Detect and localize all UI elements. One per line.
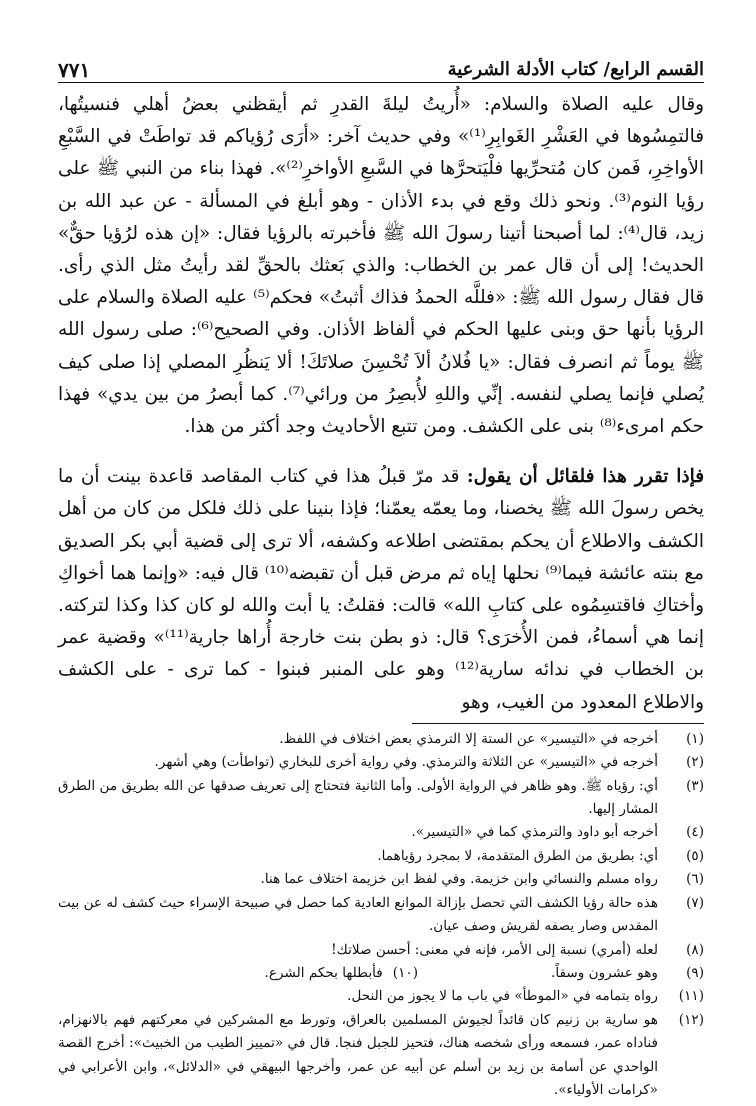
footnote-text: هذه حالة رؤيا الكشف التي تحصل بإزالة الموانع العادية كما حصل في صبيحة الإسراء حيث كشف له عن بيت المقدس وصار يصفه لقريش وصف عيان. bbox=[58, 894, 658, 935]
footnote-text: هو سارية بن زنيم كان قائداً لجيوش المسلمين بالعراق، وتورط مع المشركين في معركتهم فهم بالانهزام، فناداه عمر، فسمعه ورأى شخصه هناك، فتحيز للجبل فنجا. قال في «تمييز الطيب من الخبيث»: أخرج القصة الواحدي عن أسامة بن زيد بن أسلم عن أبيه عن عمر، وأخرجها البيهقي في «الدلائل»، وابن الأعرابي في «كرامات الأولياء». bbox=[58, 1011, 658, 1098]
footnote-number: (٢) bbox=[686, 754, 704, 771]
footnote bbox=[58, 892, 704, 939]
footnote-text: أخرجه أبو داود والترمذي كما في «التيسير». bbox=[411, 824, 658, 841]
page-header bbox=[58, 56, 704, 83]
footnote bbox=[58, 728, 704, 751]
paragraph-text: وقال عليه الصلاة والسلام: «أُريتُ ليلةَ القدرِ ثم أيقظني بعضُ أهلي فنسيتُها، فالتمِسُوها في العَشْرِ الغَوابِرِ⁽¹⁾» وفي حديث آخر: «أرَى رُؤياكم قد تواطَتْ في السَّبْعِ الأواخِرِ، فَمن كان مُتحرِّيها فلْيَتحرَّها في السَّبعِ الأواخرِ⁽²⁾». فهذا بناء من النبي ﷺ على رؤيا النوم⁽³⁾. ونحو ذلك وقع في بدء الأذان - وهو أبلغ في المسألة - عن عبد الله بن زيد، قال⁽⁴⁾: لما أصبحنا أتينا رسولَ الله ﷺ فأخبرته بالرؤيا فقال: «إن هذه لرُؤيا حقٌّ» الحديث! إلى أن قال عمر بن الخطاب: والذي بَعثك بالحقِّ لقد رأيتُ مثل الذي رأى. قال فقال رسول الله ﷺ: «فللَّه الحمدُ فذاك أثبتُ» فحكم⁽⁵⁾ عليه الصلاة والسلام على الرؤيا بأنها حق وبنى عليها الحكم في ألفاظ الأذان. وفي الصحيح⁽⁶⁾: صلى رسول الله ﷺ يوماً ثم انصرف فقال: «يا فُلانُ ألاَ تُحْسِنَ صلاتَكَ! ألا يَنظُرِ المصلي إذا صلى كيف يُصلي فإنما يصلي لنفسه. إنِّي واللهِ لأُبصِرُ من ورائي⁽⁷⁾. كما أبصرُ من بين يدي» فهذا حكم امرىء⁽⁸⁾ بنى على الكشف. ومن تتبع الأحاديث وجد أكثر من هذا. bbox=[58, 94, 704, 438]
footnote bbox=[58, 1009, 704, 1103]
document-page bbox=[58, 56, 704, 1096]
footnote-number: (١٠) bbox=[392, 964, 418, 981]
footnote-number: (٤) bbox=[686, 824, 704, 841]
footnote-text: رواه بتمامه في «الموطأ» في باب ما لا يجوز من النحل. bbox=[347, 988, 658, 1005]
footnote bbox=[58, 751, 704, 774]
footnote-text: أخرجه في «التيسير» عن الثلاثة والترمذي. وفي رواية أخرى للبخاري (تواطأت) وهي أشهر. bbox=[154, 754, 658, 771]
footnote-number: (١٢) bbox=[678, 1011, 704, 1028]
footnote bbox=[58, 821, 704, 844]
paragraph bbox=[58, 461, 704, 719]
footnote-number: (٥) bbox=[686, 847, 704, 864]
footnote-number: (١١) bbox=[678, 988, 704, 1005]
footnote-number: (٩) bbox=[686, 964, 704, 981]
footnote-number: (٣) bbox=[686, 777, 704, 794]
footnote bbox=[58, 775, 704, 822]
running-title: القسم الرابع/ كتاب الأدلة الشرعية bbox=[447, 59, 704, 80]
footnote-number: (٧) bbox=[686, 894, 704, 911]
footnote-text: أخرجه في «التيسير» عن الستة إلا الترمذي بعض اختلاف في اللفظ. bbox=[279, 730, 658, 747]
footnote-text: رواه مسلم والنسائي وابن خزيمة. وفي لفظ ابن خزيمة اختلاف عما هنا. bbox=[260, 871, 658, 888]
footnote-separator bbox=[412, 723, 704, 724]
footnote bbox=[58, 939, 704, 962]
footnote bbox=[58, 845, 704, 868]
footnote-number: (٦) bbox=[686, 871, 704, 888]
footnote-text: وهو عشرون وسقاً. bbox=[551, 964, 658, 981]
footnote-text: فأبطلها بحكم الشرع. bbox=[264, 964, 383, 981]
paragraph-text: قد مرّ قبلُ هذا في كتاب المقاصد قاعدة بينت أن ما يخص رسولَ الله ﷺ يخصنا، وما يعمّه يعمّنا؛ فإذا بنينا على ذلك فلكل من كان من أهل الكشف والاطلاع أن يحكم بمقتضى اطلاعه وكشفه، ألا ترى إلى قضية أبي بكر الصديق مع بنته عائشة فيما⁽⁹⁾ نحلها إياه ثم مرض قبل أن تقبضه⁽¹⁰⁾ قال فيه: «وإنما هما أخواكِ وأختاكِ فاقتسِمُوه على كتابِ الله» قالت: فقلتُ: يا أبت والله لو كان كذا وكذا لتركته. إنما هي أسماءُ، فمن الأُخرَى؟ قال: ذو بطن بنت خارجة أُراها جارية⁽¹¹⁾» وقضية عمر بن الخطاب في ندائه سارية⁽¹²⁾ وهو على المنبر فبنوا - كما ترى - على الكشف والاطلاع المعدود من الغيب، وهو bbox=[58, 466, 705, 713]
body-text bbox=[58, 89, 704, 719]
paragraph-lead: فإذا تقرر هذا فلقائل أن يقول: bbox=[466, 466, 705, 488]
footnote-text: أي: بطريق من الطرق المتقدمة، لا بمجرد رؤياهما. bbox=[377, 847, 658, 864]
footnote bbox=[58, 985, 704, 1008]
page-number: ٧٧١ bbox=[58, 58, 91, 82]
paragraph bbox=[58, 89, 704, 443]
footnote-number: (٨) bbox=[686, 941, 704, 958]
footnotes bbox=[58, 728, 704, 1103]
footnote-text: لعله (أمري) نسبة إلى الأمر، فإنه في معنى: أحسن صلاتك! bbox=[331, 941, 658, 958]
footnote bbox=[58, 868, 704, 891]
footnote-number: (١) bbox=[686, 730, 704, 747]
footnote-text: أي: رؤياه ﷺ. وهو ظاهر في الرواية الأولى. وأما الثانية فتحتاج إلى تعريف صدقها عن الله بطريق من الطرق المشار إليها. bbox=[58, 777, 658, 818]
footnote-pair bbox=[58, 962, 704, 985]
